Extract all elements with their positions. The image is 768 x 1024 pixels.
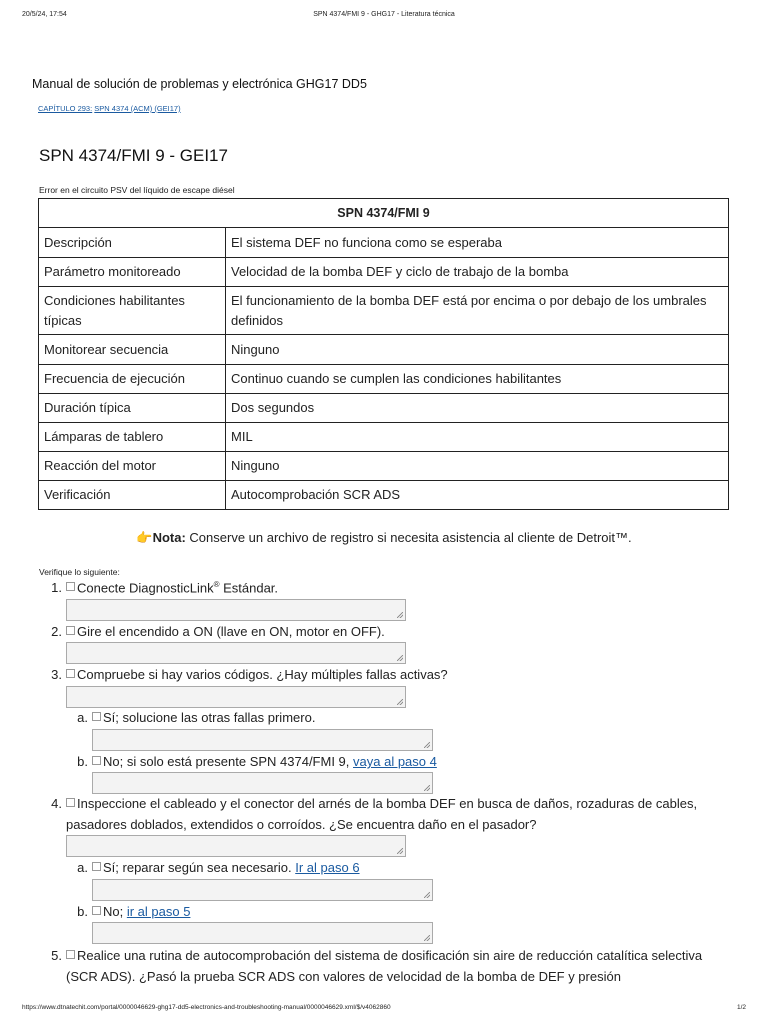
step-text [66,667,448,682]
print-date: 20/5/24, 17:54 [22,11,67,18]
table-row [39,365,729,394]
checkbox[interactable] [66,582,75,591]
row-value: MIL [226,423,729,452]
row-key: Reacción del motor [39,452,226,481]
step-1-text-end: Estándar. [219,580,279,596]
step-3-text: Compruebe si hay varios códigos. ¿Hay múltiples fallas activas? [77,667,448,682]
row-value: El funcionamiento de la bomba DEF está por encima o por debajo de los umbrales definidos [226,287,729,335]
checkbox[interactable] [66,798,75,807]
notes-textarea[interactable] [92,729,433,751]
step-text [92,754,437,769]
step-2-text: Gire el encendido a ON (llave en ON, motor en OFF). [77,624,385,639]
table-row [39,394,729,423]
spn-spec-table [38,198,729,510]
goto-step-4-link[interactable]: vaya al paso 4 [353,754,437,769]
step-text [66,945,706,987]
verify-label: Verifique lo siguiente: [39,567,120,577]
step-4a-text: Sí; reparar según sea necesario. [103,860,296,875]
step-4-text: Inspeccione el cableado y el conector del arnés de la bomba DEF en busca de daños, rozaduras de cables, pasadores doblados, extendidos o corroídos. ¿Se encuentra daño en el pasador? [66,796,698,832]
step-text [92,860,360,875]
checkbox[interactable] [66,950,75,959]
table-row [39,452,729,481]
table-row [39,423,729,452]
step-text [66,624,385,639]
page-subtitle: Error en el circuito PSV del líquido de escape diésel [39,185,235,195]
checkbox[interactable] [92,862,101,871]
notes-textarea[interactable] [92,879,433,901]
notes-textarea[interactable] [66,599,406,621]
row-key: Parámetro monitoreado [39,258,226,287]
row-value: Dos segundos [226,394,729,423]
notes-textarea[interactable] [92,772,433,794]
notes-textarea[interactable] [66,835,406,857]
step-3b-text: No; si solo está presente SPN 4374/FMI 9, [103,754,354,769]
step-text [92,710,315,725]
step-number: 4. [51,796,62,811]
row-key: Condiciones habilitantes típicas [39,287,226,335]
breadcrumb-chapter-link[interactable]: CAPÍTULO 293: [38,104,93,113]
step-letter: b. [77,904,88,919]
manual-title: Manual de solución de problemas y electrónica GHG17 DD5 [32,77,367,91]
step-letter: a. [77,860,88,875]
step-5-text: Realice una rutina de autocomprobación del sistema de dosificación sin aire de reducción catalítica selectiva (SCR ADS). ¿Pasó la prueba SCR ADS con valores de velocidad de la bomba de DEF y presión [66,948,703,984]
step-number: 1. [51,580,62,595]
row-key: Verificación [39,481,226,510]
step-text [92,904,190,919]
notes-textarea[interactable] [92,922,433,944]
row-key: Descripción [39,228,226,258]
print-url: https://www.dtnatechit.com/portal/0000046629-ghg17-dd5-electronics-and-troubleshooting-manual/0000046629.xml/$/v4062860 [22,1004,391,1011]
step-4b-text: No; [103,904,127,919]
checkbox[interactable] [92,906,101,915]
table-header: SPN 4374/FMI 9 [39,199,729,228]
step-text [66,793,706,835]
table-row [39,481,729,510]
goto-step-6-link[interactable]: Ir al paso 6 [295,860,360,875]
step-3a-text: Sí; solucione las otras fallas primero. [103,710,316,725]
step-1-text: Conecte DiagnosticLink [77,580,214,596]
row-key: Duración típica [39,394,226,423]
breadcrumb [38,104,181,113]
step-text [66,580,278,595]
goto-step-5-link[interactable]: ir al paso 5 [126,904,191,919]
row-value: Velocidad de la bomba DEF y ciclo de trabajo de la bomba [226,258,729,287]
row-value: El sistema DEF no funciona como se esperaba [226,228,729,258]
print-page-title: SPN 4374/FMI 9 - GHG17 - Literatura técnica [313,11,455,18]
step-number: 5. [51,948,62,963]
checkbox[interactable] [66,669,75,678]
row-value: Ninguno [226,452,729,481]
table-row [39,287,729,335]
row-key: Lámparas de tablero [39,423,226,452]
step-letter: a. [77,710,88,725]
table-row [39,258,729,287]
registered-mark: ® [213,580,220,589]
notes-textarea[interactable] [66,686,406,708]
note-text: Conserve un archivo de registro si necesita asistencia al cliente de Detroit™. [189,530,632,545]
row-value: Autocomprobación SCR ADS [226,481,729,510]
table-header-row [39,199,729,228]
row-value: Ninguno [226,335,729,365]
checkbox[interactable] [92,712,101,721]
row-key: Monitorear secuencia [39,335,226,365]
note-label: Nota: [152,530,186,545]
step-letter: b. [77,754,88,769]
table-row [39,335,729,365]
step-number: 3. [51,667,62,682]
note-callout [0,530,768,546]
table-row [39,228,729,258]
row-value: Continuo cuando se cumplen las condiciones habilitantes [226,365,729,394]
page-title: SPN 4374/FMI 9 - GEI17 [39,146,228,165]
pointing-hand-icon: 👉 [136,530,153,545]
row-key: Frecuencia de ejecución [39,365,226,394]
checkbox[interactable] [66,626,75,635]
checkbox[interactable] [92,756,101,765]
notes-textarea[interactable] [66,642,406,664]
step-number: 2. [51,624,62,639]
breadcrumb-spn-link[interactable]: SPN 4374 (ACM) (GEI17) [94,104,181,113]
page-number: 1/2 [736,1004,746,1011]
